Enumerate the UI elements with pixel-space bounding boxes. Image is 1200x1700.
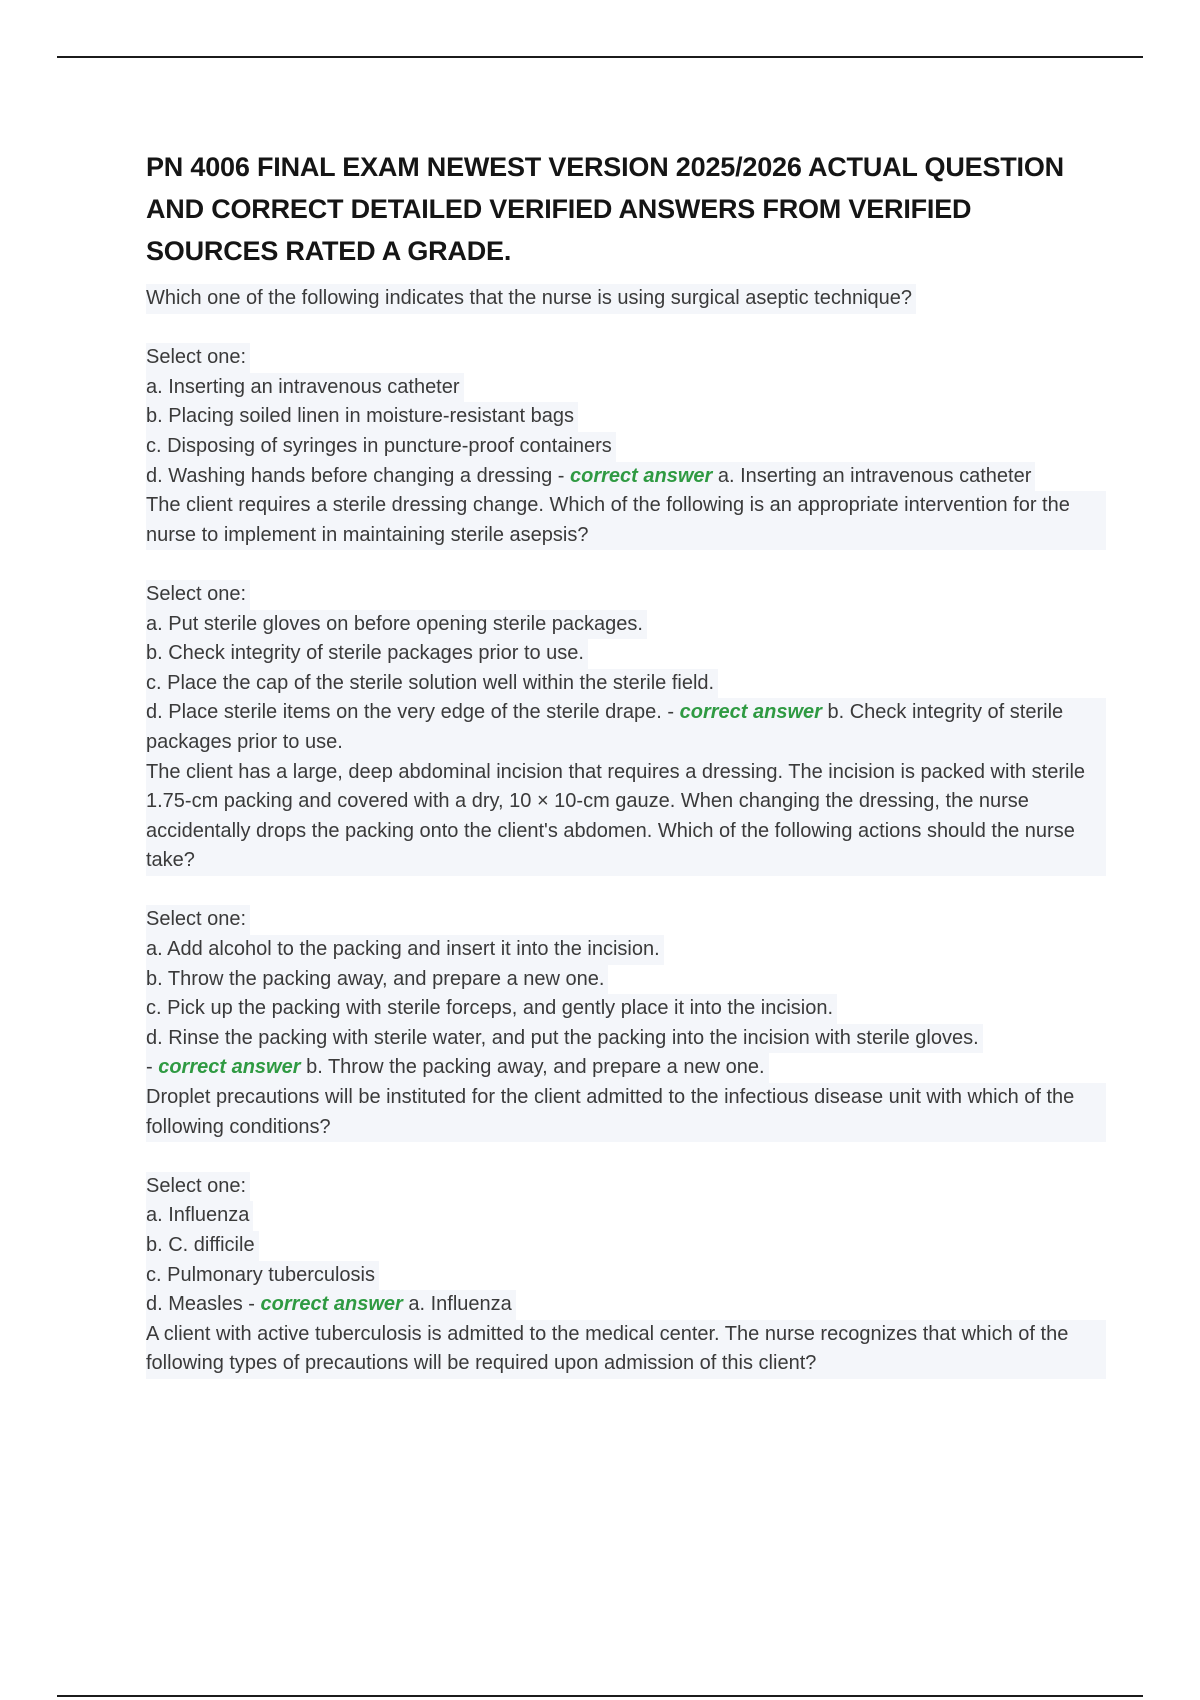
question-text: A client with active tuberculosis is admitted to the medical center. The nurse recognizes that which of the following types of precautions will be required upon admission of this client? bbox=[146, 1320, 1106, 1379]
question-block bbox=[146, 758, 1106, 1084]
correct-answer-label: correct answer bbox=[569, 464, 713, 487]
select-one-label: Select one: bbox=[146, 580, 250, 610]
select-one-label: Select one: bbox=[146, 905, 250, 935]
option-c: c. Disposing of syringes in puncture-proof containers bbox=[146, 432, 616, 462]
option-d: d. Place sterile items on the very edge of the sterile drape. bbox=[146, 701, 662, 724]
question-block bbox=[146, 1083, 1106, 1320]
option-d: d. Rinse the packing with sterile water, and put the packing into the incision with sterile gloves. bbox=[146, 1024, 983, 1054]
question-text: The client requires a sterile dressing change. Which of the following is an appropriate intervention for the nurse to implement in maintaining sterile asepsis? bbox=[146, 491, 1106, 550]
correct-answer-label: correct answer bbox=[679, 701, 822, 724]
question-text: The client has a large, deep abdominal incision that requires a dressing. The incision is packed with sterile 1.75-cm packing and covered with a dry, 10 × 10-cm gauze. When changing the dressing, the nurse accidentally drops the packing onto the client's abdomen. Which of the following actions should the nurse take? bbox=[146, 758, 1106, 876]
question-block bbox=[146, 491, 1106, 757]
header-rule bbox=[57, 56, 1143, 58]
select-one-label: Select one: bbox=[146, 343, 250, 373]
select-one-label: Select one: bbox=[146, 1172, 250, 1202]
option-b: b. C. difficile bbox=[146, 1231, 259, 1261]
option-c: c. Pick up the packing with sterile forceps, and gently place it into the incision. bbox=[146, 994, 837, 1024]
option-b: b. Check integrity of sterile packages prior to use. bbox=[146, 639, 588, 669]
footer-rule bbox=[57, 1695, 1143, 1697]
correct-answer-label: correct answer bbox=[260, 1293, 403, 1316]
option-c: c. Pulmonary tuberculosis bbox=[146, 1261, 379, 1291]
answer-text: a. Influenza bbox=[408, 1293, 512, 1316]
document-body bbox=[146, 146, 1106, 1379]
answer-line: - correct answer b. Throw the packing away, and prepare a new one. bbox=[146, 1053, 769, 1083]
option-a: a. Put sterile gloves on before opening sterile packages. bbox=[146, 610, 647, 640]
answer-text: b. Check integrity of sterile packages prior to use. bbox=[146, 701, 1064, 753]
option-d-with-answer: d. Washing hands before changing a dressing - correct answer a. Inserting an intravenous catheter bbox=[146, 462, 1035, 492]
option-a: a. Influenza bbox=[146, 1201, 253, 1231]
option-d-with-answer: d. Measles - correct answer a. Influenza bbox=[146, 1290, 516, 1320]
question-block bbox=[146, 1320, 1106, 1379]
option-d: d. Measles bbox=[146, 1293, 243, 1316]
option-d: d. Washing hands before changing a dressing bbox=[146, 464, 553, 487]
option-b: b. Throw the packing away, and prepare a new one. bbox=[146, 965, 608, 995]
question-block bbox=[146, 284, 1106, 491]
page-title: PN 4006 FINAL EXAM NEWEST VERSION 2025/2026 ACTUAL QUESTION AND CORRECT DETAILED VERIFIED ANSWERS FROM VERIFIED SOURCES RATED A GRADE. bbox=[146, 152, 1064, 266]
option-b: b. Placing soiled linen in moisture-resistant bags bbox=[146, 402, 578, 432]
question-text: Which one of the following indicates that the nurse is using surgical aseptic technique? bbox=[146, 284, 916, 314]
answer-text: b. Throw the packing away, and prepare a new one. bbox=[306, 1056, 765, 1079]
answer-text: a. Inserting an intravenous catheter bbox=[717, 464, 1032, 487]
option-a: a. Inserting an intravenous catheter bbox=[146, 373, 464, 403]
option-d-with-answer: d. Place sterile items on the very edge of the sterile drape. - correct answer b. Check integrity of sterile packages prior to use. bbox=[146, 698, 1106, 757]
question-list bbox=[146, 284, 1106, 1379]
question-text: Droplet precautions will be instituted for the client admitted to the infectious disease unit with which of the following conditions? bbox=[146, 1083, 1106, 1142]
option-c: c. Place the cap of the sterile solution well within the sterile field. bbox=[146, 669, 718, 699]
correct-answer-label: correct answer bbox=[158, 1056, 301, 1079]
option-a: a. Add alcohol to the packing and insert it into the incision. bbox=[146, 935, 664, 965]
